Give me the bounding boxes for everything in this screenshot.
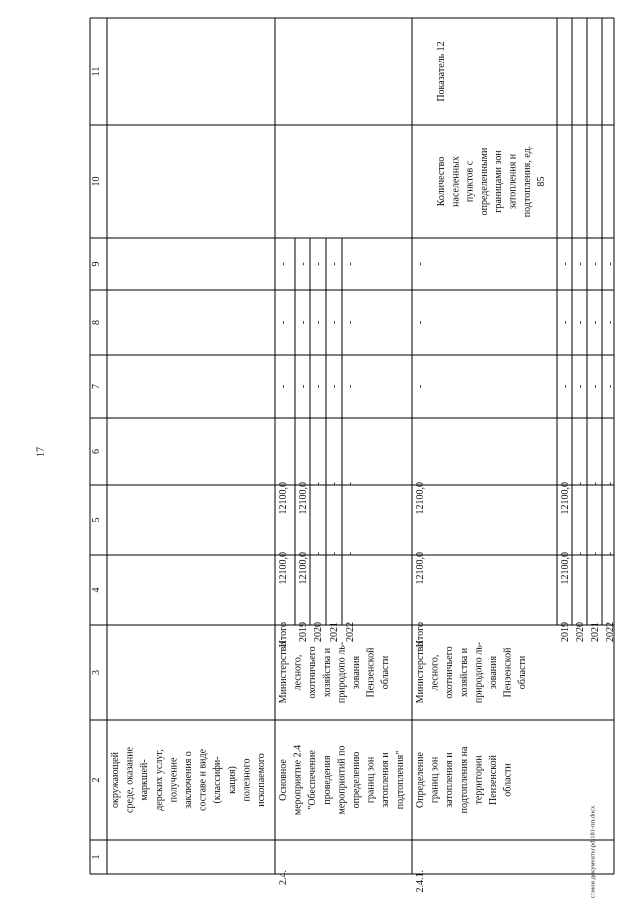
executor-line: хозяйства и [458,647,470,698]
col7-value: - [560,384,571,389]
column-header-2: 2 [91,777,102,783]
event-name-line: среде, оказание [124,747,136,813]
indicator-line: населенных [450,156,462,207]
column-header-7: 7 [91,384,102,389]
table-body [90,18,616,893]
year-label: 2021 [590,622,601,642]
year-label: 2020 [575,622,586,642]
col8-value: - [298,320,309,325]
col9-value: - [313,262,324,266]
col6-value: - [605,482,616,486]
col6-value: - [575,482,586,486]
col9-value: - [575,262,586,266]
executor-line: природопо ль- [336,641,348,704]
event-name-line: территории [473,755,485,805]
year-label: 2022 [605,622,616,642]
col6-value: - [329,482,340,486]
col6-value: - [313,482,324,486]
col8-value: - [575,320,586,325]
event-name-line: полезного [241,758,253,802]
col6-value: 12100,0 [560,482,571,515]
col9-value: - [278,262,289,266]
col9-value: - [590,262,601,266]
column-header-11: 11 [91,66,102,77]
col9-value: - [329,262,340,266]
event-name-line: маркшей- [139,759,151,801]
column-header-6: 6 [91,449,102,454]
row-number: 2.4.1. [415,870,426,893]
executor-line: Пензенской [502,647,514,698]
col8-value: - [278,320,289,325]
col8-value: - [345,320,356,325]
col7-value: - [415,384,426,389]
col9-value: - [298,262,309,266]
executor-line: Пензенской [365,647,377,698]
event-name-line: "Обеспечение [307,750,319,810]
executor-line: Министерство [278,641,289,704]
col7-value: - [575,384,586,389]
col7-value: - [345,384,356,389]
event-name-line: кация) [226,766,238,794]
col8-value: - [313,320,324,325]
year-label: Итого [415,622,426,648]
column-header-1: 1 [91,854,102,860]
executor-line: хозяйства и [321,647,333,698]
event-name-line: окружающей [110,752,121,808]
col7-value: - [590,384,601,389]
indicator-line: границами зон [493,150,505,213]
event-name-line: подтопления на [458,746,470,814]
event-name-line: области [502,763,514,797]
year-label: 2021 [329,622,340,642]
year-label: Итого [278,622,289,648]
row-number: 2.4. [278,870,289,885]
col9-value: - [605,262,616,266]
col7-value: - [313,384,324,389]
executor-line: области [380,655,392,690]
indicator-value: 85 [536,176,548,187]
indicator-line: Количество [436,156,447,207]
event-name-line: (классифи- [212,756,224,804]
column-header-3: 3 [91,670,102,675]
note-text: Показатель 12 [436,41,447,102]
executor-line: охотничьего [307,646,319,699]
event-name-line: границ зон [365,756,377,804]
event-name-line: ископаемого [256,753,267,807]
event-name-line: Определение [415,752,426,808]
year-label: 2019 [560,622,571,642]
executor-line: лесного, [292,654,304,691]
event-name-line: получение [168,757,180,803]
executor-line: области [517,655,529,690]
col5-value: - [329,552,340,556]
footer-file-path: c:\мои документы\pd\181-пп.docx [589,805,597,899]
col6-value: 12100,0 [278,482,289,515]
col5-value: - [590,552,601,556]
executor-line: Министерство [415,641,426,704]
page-number: 17 [35,447,47,457]
col5-value: - [345,552,356,556]
event-name-line: подтопления" [394,750,406,810]
col7-value: - [605,384,616,389]
col9-value: - [345,262,356,266]
col6-value: - [345,482,356,486]
col6-value: 12100,0 [415,482,426,515]
col8-value: - [590,320,601,325]
col8-value: - [329,320,340,325]
event-name-line: Основное [278,759,289,801]
event-name-line: мероприятие 2.4 [292,744,304,816]
col5-value: - [313,552,324,556]
event-name-line: определению [351,751,362,809]
col8-value: - [560,320,571,325]
executor-line: природопо ль- [473,641,485,704]
year-label: 2019 [298,622,309,642]
col7-value: - [329,384,340,389]
col9-value: - [415,262,426,266]
column-header-8: 8 [91,320,102,325]
col7-value: - [298,384,309,389]
column-header-10: 10 [91,176,102,187]
column-header-9: 9 [91,261,102,267]
col5-value: 12100,0 [560,552,571,585]
event-name-line: мероприятий по [336,745,348,815]
col5-value: 12100,0 [298,552,309,585]
indicator-line: определенными [478,147,490,216]
executor-line: зования [351,655,362,690]
event-name-line: Пензенской [488,755,499,805]
col6-value: 12100,0 [298,482,309,515]
col5-value: 12100,0 [278,552,289,585]
indicator-line: затопления и [507,153,519,210]
year-label: 2022 [345,622,356,642]
event-name-line: проведения [321,755,333,805]
column-header-4: 4 [91,587,102,593]
col6-value: - [590,482,601,486]
indicator-line: пунктов с [464,160,476,203]
indicator-line: подтопления, ед. [521,145,533,218]
col9-value: - [560,262,571,266]
year-label: 2020 [313,622,324,642]
event-name-line: дерских услуг, [153,749,165,811]
column-header-5: 5 [91,517,102,523]
event-name-line: составе и виде [197,748,209,812]
event-name-line: границ зон [429,756,441,804]
col8-value: - [415,320,426,325]
col5-value: - [575,552,586,556]
executor-line: охотничьего [444,646,456,699]
col5-value: - [605,552,616,556]
executor-line: лесного, [429,654,441,691]
event-name-line: затопления и [444,752,456,808]
col8-value: - [605,320,616,325]
col7-value: - [278,384,289,389]
col5-value: 12100,0 [415,552,426,585]
executor-line: зования [488,655,499,690]
event-name-line: затопления и [380,752,392,808]
event-name-line: заключения о [183,751,194,809]
